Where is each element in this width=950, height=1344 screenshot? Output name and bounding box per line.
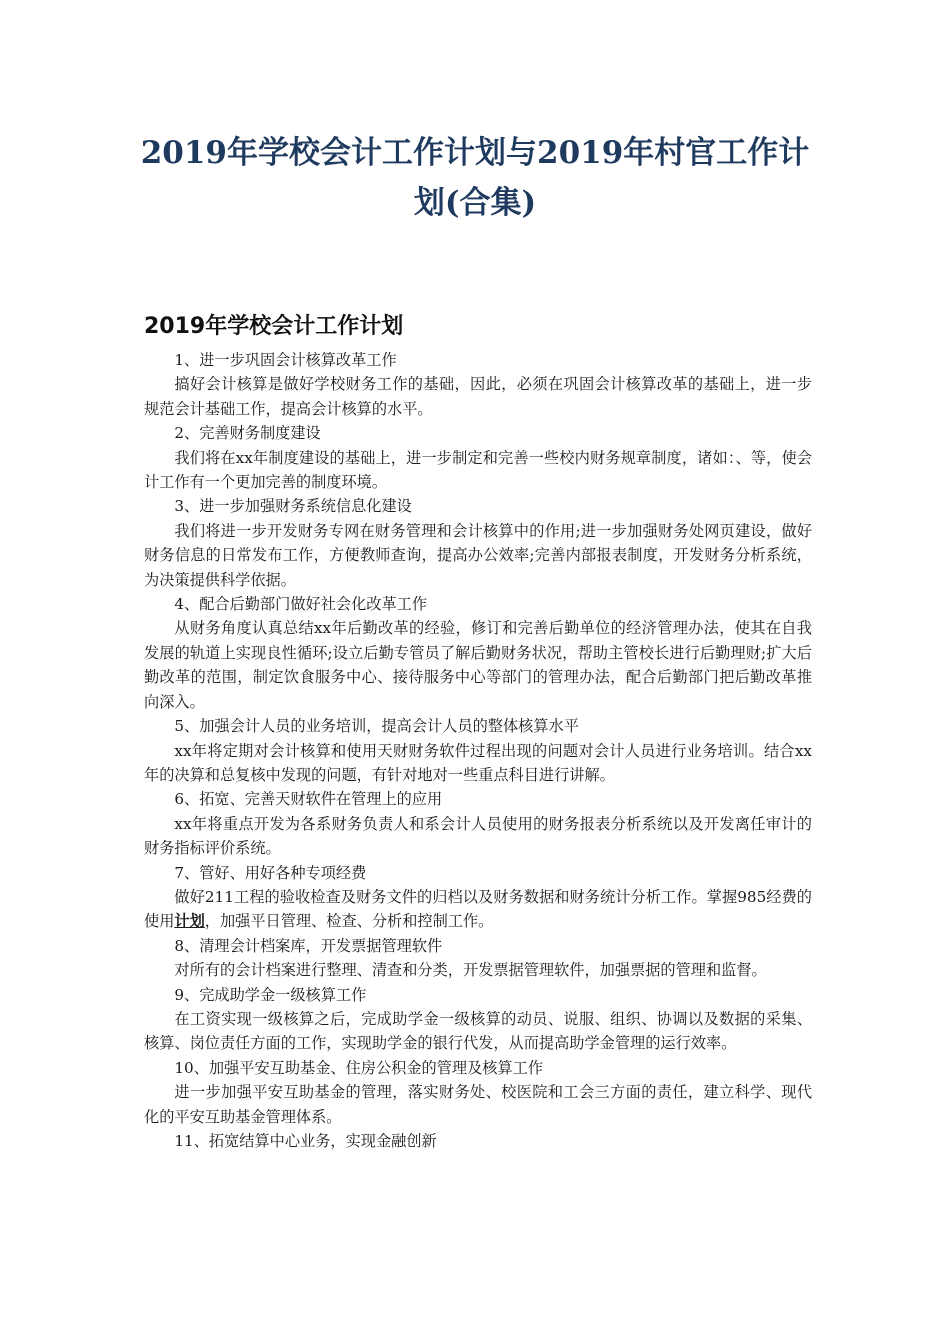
item-body: 对所有的会计档案进行整理、清查和分类，开发票据管理软件，加强票据的管理和监督。: [174, 961, 767, 980]
item-body: [144, 885, 812, 934]
item-body: xx年将重点开发为各系财务负责人和系会计人员使用的财务报表分析系统以及开发离任审计的财务指标评价系统。: [144, 814, 812, 858]
item-heading: 11、拓宽结算中心业务，实现金融创新: [174, 1132, 437, 1150]
item-body: 在工资实现一级核算之后，完成助学金一级核算的动员、说服、组织、协调以及数据的采集、核算、岗位责任方面的工作，实现助学金的银行代发，从而提高助学金管理的运行效率。: [144, 1009, 812, 1053]
item-heading: 6、拓宽、完善天财软件在管理上的应用: [174, 790, 443, 809]
item-heading: 2、完善财务制度建设: [174, 424, 321, 443]
item-body: 从财务角度认真总结xx年后勤改革的经验，修订和完善后勤单位的经济管理办法，使其在自我发展的轨道上实现良性循环;设立后勤专管员了解后勤财务状况，帮助主管校长进行后勤理财;扩大后勤改革的范围，制定饮食服务中心、接待服务中心等部门的管理办法，配合后勤部门把后勤改革推向深入。: [144, 619, 812, 711]
section-heading: 2019年学校会计工作计划: [144, 314, 404, 339]
item-body: 进一步加强平安互助基金的管理，落实财务处、校医院和工会三方面的责任，建立科学、现代化的平安互助基金管理体系。: [144, 1083, 812, 1126]
item-heading: 3、进一步加强财务系统信息化建设: [174, 497, 412, 516]
item-heading: 5、加强会计人员的业务培训，提高会计人员的整体核算水平: [174, 717, 579, 736]
item-heading: 7、管好、用好各种专项经费: [174, 863, 367, 882]
item-body-text: ，加强平日管理、检查、分析和控制工作。: [204, 912, 494, 931]
plan-link[interactable]: 计划: [174, 912, 205, 931]
item-body: 搞好会计核算是做好学校财务工作的基础，因此，必须在巩固会计核算改革的基础上，进一步规范会计基础工作，提高会计核算的水平。: [144, 375, 812, 418]
item-heading: 1、进一步巩固会计核算改革工作: [174, 351, 397, 369]
item-body: 我们将进一步开发财务专网在财务管理和会计核算中的作用;进一步加强财务处网页建设，做好财务信息的日常发布工作，方便教师查询，提高办公效率;完善内部报表制度，开发财务分析系统，为决策提供科学依据。: [144, 521, 812, 589]
item-body-text: 做好211工程的验收检查及财务文件的归档以及财务数据和财务统计分析工作。掌握985经费的使用: [144, 887, 812, 931]
item-heading: 8、清理会计档案库，开发票据管理软件: [174, 936, 443, 955]
document-body: [144, 348, 812, 1153]
item-heading: 9、完成助学金一级核算工作: [174, 985, 367, 1004]
document-title: 2019年学校会计工作计划与2019年村官工作计划(合集): [140, 135, 810, 221]
item-body: 我们将在xx年制度建设的基础上，进一步制定和完善一些校内财务规章制度，诸如：、等，使会计工作有一个更加完善的制度环境。: [144, 448, 812, 492]
item-body: xx年将定期对会计核算和使用天财财务软件过程出现的问题对会计人员进行业务培训。结合xx年的决算和总复核中发现的问题，有针对地对一些重点科目进行讲解。: [144, 741, 812, 784]
item-heading: 10、加强平安互助基金、住房公积金的管理及核算工作: [174, 1058, 544, 1077]
item-heading: 4、配合后勤部门做好社会化改革工作: [174, 595, 428, 614]
